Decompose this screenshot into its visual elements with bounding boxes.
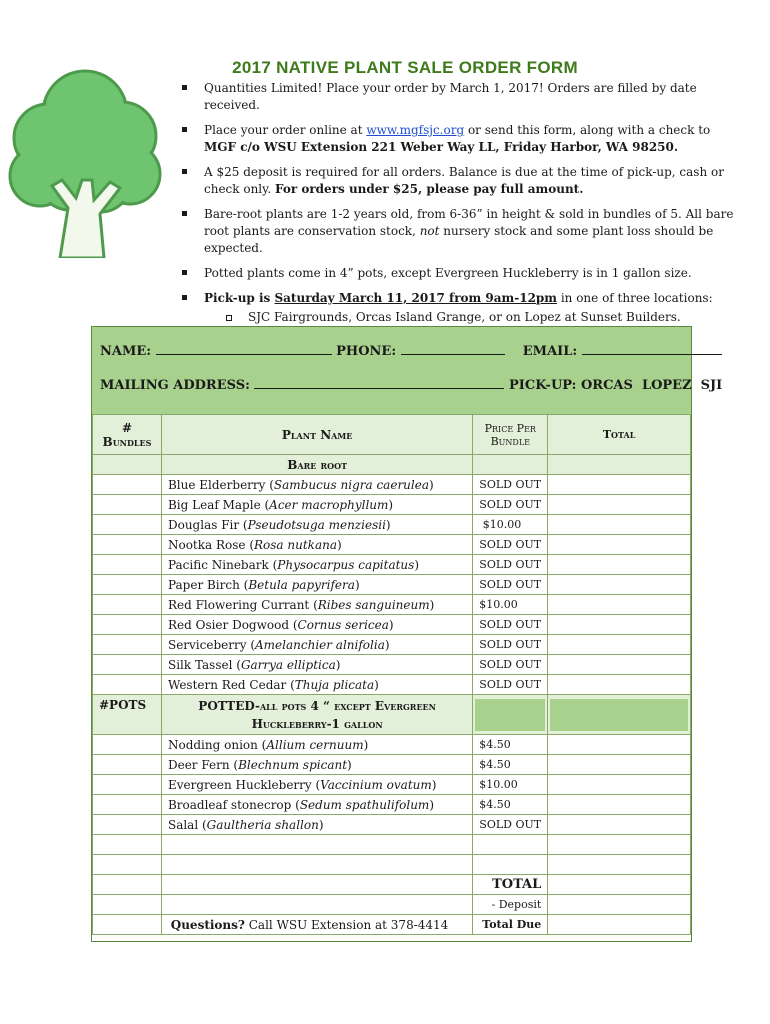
- empty-row: [93, 855, 691, 875]
- total-cell[interactable]: [548, 735, 691, 755]
- price-cell: SOLD OUT: [473, 495, 548, 515]
- table-row: [93, 555, 691, 575]
- total-cell[interactable]: [548, 795, 691, 815]
- deposit-label: - Deposit: [473, 895, 548, 915]
- table-row: [93, 655, 691, 675]
- tree-logo: [0, 68, 170, 258]
- price-cell: $10.00: [473, 515, 548, 535]
- bundle-qty-cell[interactable]: [93, 635, 162, 655]
- bundle-qty-cell[interactable]: [93, 655, 162, 675]
- table-header-row: # Bundles Plant Name Price Per Bundle Total: [93, 415, 691, 455]
- total-cell[interactable]: [548, 635, 691, 655]
- square-bullet-icon: [182, 295, 187, 300]
- bundle-qty-cell[interactable]: [93, 815, 162, 835]
- email-field[interactable]: [582, 343, 722, 355]
- plant-name-cell: Blue Elderberry (Sambucus nigra caerulea): [161, 475, 472, 495]
- total-cell[interactable]: [548, 675, 691, 695]
- bundle-qty-cell[interactable]: [93, 755, 162, 775]
- total-cell[interactable]: [548, 535, 691, 555]
- summary-value-cell[interactable]: [548, 895, 691, 915]
- phone-field[interactable]: [401, 343, 505, 355]
- plant-name-cell: Pacific Ninebark (Physocarpus capitatus): [161, 555, 472, 575]
- tree-canopy-fill: [47, 110, 123, 186]
- bundle-qty-cell[interactable]: [93, 495, 162, 515]
- bundle-qty-cell[interactable]: [93, 475, 162, 495]
- total-cell[interactable]: [548, 615, 691, 635]
- square-bullet-icon: [182, 127, 187, 132]
- table-row: [93, 535, 691, 555]
- plant-name-cell: Serviceberry (Amelanchier alnifolia): [161, 635, 472, 655]
- total-cell[interactable]: [548, 515, 691, 535]
- total-cell[interactable]: [548, 755, 691, 775]
- total-cell[interactable]: [548, 575, 691, 595]
- plant-name-cell: Nodding onion (Allium cernuum): [161, 735, 472, 755]
- total-cell[interactable]: [548, 815, 691, 835]
- contact-row-1: NAME: PHONE: EMAIL:: [100, 343, 722, 359]
- price-cell: SOLD OUT: [473, 655, 548, 675]
- bundle-qty-cell[interactable]: [93, 515, 162, 535]
- plant-name-cell: Paper Birch (Betula papyrifera): [161, 575, 472, 595]
- questions-note: Questions? Call WSU Extension at 378-4414: [161, 915, 472, 935]
- hollow-bullet-icon: [226, 315, 232, 321]
- sub-item: SJC Fairgrounds, Orcas Island Grange, or on Lopez at Sunset Builders.: [226, 309, 740, 326]
- table-row: [93, 475, 691, 495]
- square-bullet-icon: [182, 211, 187, 216]
- pickup-options[interactable]: ORCAS LOPEZ SJI: [580, 378, 723, 393]
- plant-name-cell: Broadleaf stonecrop (Sedum spathulifolum): [161, 795, 472, 815]
- price-cell: SOLD OUT: [473, 675, 548, 695]
- plant-name-cell: Douglas Fir (Pseudotsuga menziesii): [161, 515, 472, 535]
- price-cell: $10.00: [473, 775, 548, 795]
- instruction-item: Pick-up is Saturday March 11, 2017 from 9am-12pm in one of three locations: SJC Fairgrounds, Orcas Island Grange, or on Lopez at Sunset Builders.: [180, 290, 740, 343]
- table-row: [93, 515, 691, 535]
- plant-name-cell: Big Leaf Maple (Acer macrophyllum): [161, 495, 472, 515]
- table-row: [93, 595, 691, 615]
- bundle-qty-cell[interactable]: [93, 555, 162, 575]
- plant-name-cell: Salal (Gaultheria shallon): [161, 815, 472, 835]
- table-row: [93, 495, 691, 515]
- plant-name-cell: Western Red Cedar (Thuja plicata): [161, 675, 472, 695]
- plant-name-cell: Evergreen Huckleberry (Vaccinium ovatum): [161, 775, 472, 795]
- table-row: [93, 635, 691, 655]
- total-label: TOTAL: [473, 875, 548, 895]
- logo-cut-text: st!: [0, 133, 12, 147]
- price-cell: $4.50: [473, 735, 548, 755]
- total-cell[interactable]: [548, 555, 691, 575]
- table-row: [93, 815, 691, 835]
- table-row: [93, 735, 691, 755]
- price-cell: SOLD OUT: [473, 635, 548, 655]
- square-bullet-icon: [182, 169, 187, 174]
- order-form: [91, 326, 723, 942]
- price-cell: SOLD OUT: [473, 575, 548, 595]
- contact-header: [92, 327, 723, 414]
- name-field[interactable]: [156, 343, 332, 355]
- bundle-qty-cell[interactable]: [93, 675, 162, 695]
- table-row: [93, 755, 691, 775]
- section-row-potted: #POTS POTTED-all pots 4 “ except Evergreen Huckleberry-1 gallon: [93, 695, 691, 735]
- price-cell: SOLD OUT: [473, 535, 548, 555]
- summary-row: [93, 895, 691, 915]
- plant-name-cell: Deer Fern (Blechnum spicant): [161, 755, 472, 775]
- tree-trunk: [52, 180, 120, 258]
- summary-value-cell[interactable]: [548, 875, 691, 895]
- instruction-item: A $25 deposit is required for all orders. Balance is due at the time of pick-up, cash or check only. For orders under $25, please pay full amount.: [180, 164, 740, 198]
- instruction-item: Place your order online at www.mgfsjc.org or send this form, along with a check to MGF c/o WSU Extension 221 Weber Way LL, Friday Harbor, WA 98250.: [180, 122, 740, 156]
- table-row: [93, 575, 691, 595]
- website-link[interactable]: www.mgfsjc.org: [366, 123, 465, 137]
- empty-row: [93, 835, 691, 855]
- table-row: [93, 675, 691, 695]
- bundle-qty-cell[interactable]: [93, 615, 162, 635]
- price-cell: SOLD OUT: [473, 475, 548, 495]
- plant-name-cell: Red Osier Dogwood (Cornus sericea): [161, 615, 472, 635]
- instruction-item: Quantities Limited! Place your order by March 1, 2017! Orders are filled by date received.: [180, 80, 740, 114]
- total-due-label: Total Due: [473, 915, 548, 935]
- price-cell: $4.50: [473, 755, 548, 775]
- price-cell: SOLD OUT: [473, 815, 548, 835]
- bundle-qty-cell[interactable]: [93, 735, 162, 755]
- table-row: [93, 615, 691, 635]
- total-cell[interactable]: [548, 655, 691, 675]
- table-row: [93, 795, 691, 815]
- square-bullet-icon: [182, 85, 187, 90]
- summary-row: [93, 875, 691, 895]
- table-row: [93, 775, 691, 795]
- price-cell: SOLD OUT: [473, 615, 548, 635]
- address-field[interactable]: [254, 377, 504, 389]
- total-cell[interactable]: [548, 595, 691, 615]
- total-cell[interactable]: [548, 475, 691, 495]
- total-cell[interactable]: [548, 775, 691, 795]
- price-cell: SOLD OUT: [473, 555, 548, 575]
- price-cell: $4.50: [473, 795, 548, 815]
- form-title: 2017 NATIVE PLANT SALE ORDER FORM: [232, 58, 578, 77]
- square-bullet-icon: [182, 270, 187, 275]
- summary-value-cell[interactable]: [548, 915, 691, 935]
- plant-name-cell: Silk Tassel (Garrya elliptica): [161, 655, 472, 675]
- bundle-qty-cell[interactable]: [93, 595, 162, 615]
- bundle-qty-cell[interactable]: [93, 795, 162, 815]
- summary-row: [93, 915, 691, 935]
- instruction-item: Bare-root plants are 1-2 years old, from 6-36” in height & sold in bundles of 5. All bare root plants are conservation stock, not nursery stock and some plant loss should be expected.: [180, 206, 740, 257]
- instruction-item: Potted plants come in 4” pots, except Evergreen Huckleberry is in 1 gallon size.: [180, 265, 740, 282]
- bundle-qty-cell[interactable]: [93, 535, 162, 555]
- section-row-bareroot: Bare root: [93, 455, 691, 475]
- contact-row-2: MAILING ADDRESS: PICK-UP: ORCAS LOPEZ SJI: [100, 378, 723, 393]
- instructions-list: [180, 80, 740, 351]
- plant-name-cell: Red Flowering Currant (Ribes sanguineum): [161, 595, 472, 615]
- plant-name-cell: Nootka Rose (Rosa nutkana): [161, 535, 472, 555]
- bundle-qty-cell[interactable]: [93, 575, 162, 595]
- bundle-qty-cell[interactable]: [93, 775, 162, 795]
- order-table: [92, 414, 691, 935]
- total-cell[interactable]: [548, 495, 691, 515]
- price-cell: $10.00: [473, 595, 548, 615]
